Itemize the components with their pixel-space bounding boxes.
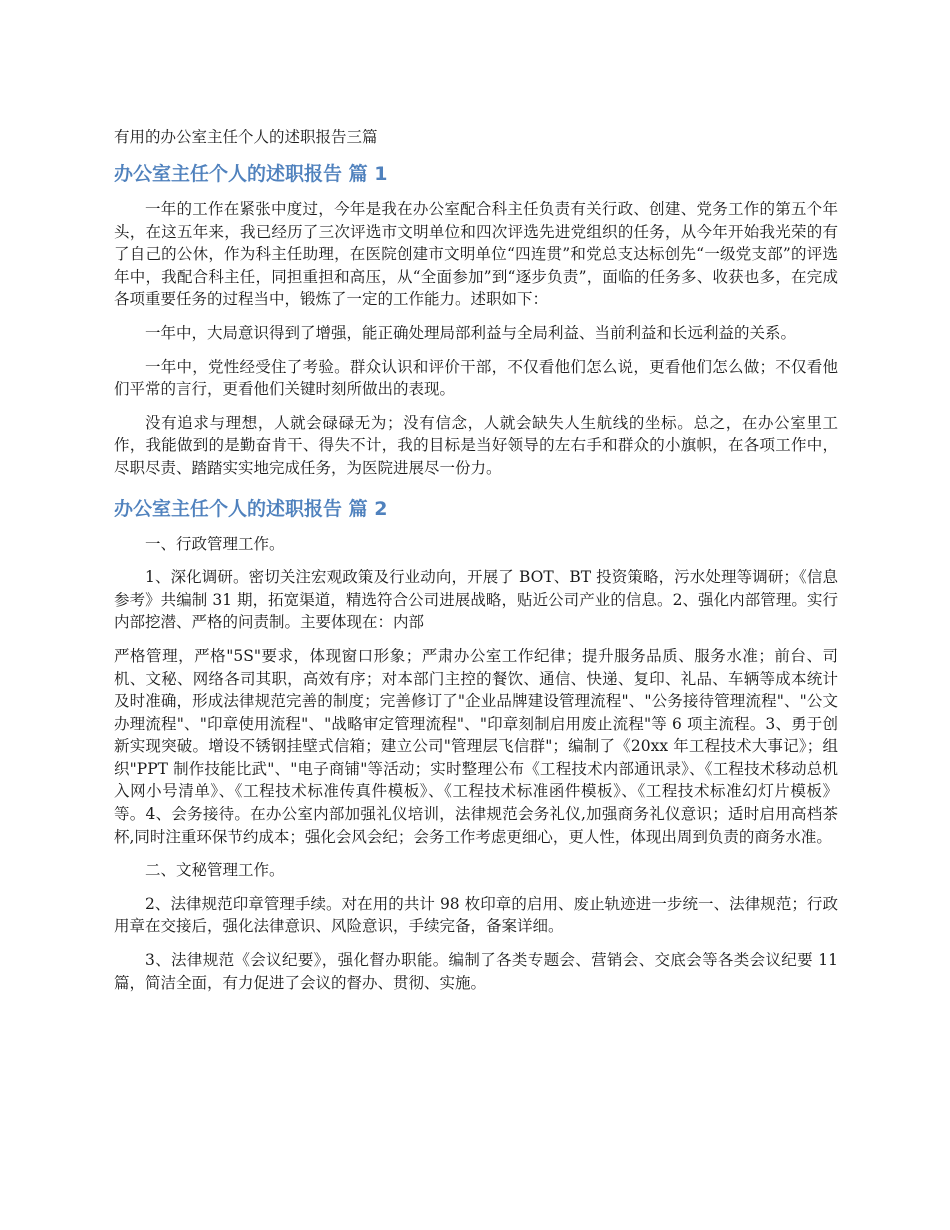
paragraph: 一年中，党性经受住了考验。群众认识和评价干部，不仅看他们怎么说，更看他们怎么做；不仅看他们平常的言行，更看他们关键时刻所做出的表现。: [114, 357, 838, 399]
paragraph: 一、行政管理工作。: [145, 534, 285, 553]
section-2: [114, 495, 838, 995]
paragraph: 二、文秘管理工作。: [145, 861, 285, 880]
paragraph: 没有追求与理想，人就会碌碌无为；没有信念，人就会缺失人生航线的坐标。总之，在办公室里工作，我能做到的是勤奋肯干、得失不计，我的目标是当好领导的左右手和群众的小旗帜，在各项工作中，尽职尽责、踏踏实实地完成任务，为医院进展尽一份力。: [114, 413, 838, 477]
section-heading-1: 办公室主任个人的述职报告 篇 1: [114, 163, 388, 185]
document-title: 有用的办公室主任个人的述职报告三篇: [114, 128, 378, 146]
paragraph: 2、法律规范印章管理手续。对在用的共计 98 枚印章的启用、废止轨迹进一步统一、法律规范；行政用章在交接后，强化法律意识、风险意识，手续完备，备案详细。: [114, 894, 838, 936]
paragraph: 一年中，大局意识得到了增强，能正确处理局部利益与全局利益、当前利益和长远利益的关系。: [145, 323, 797, 342]
paragraph: 3、法律规范《会议纪要》，强化督办职能。编制了各类专题会、营销会、交底会等各类会议纪要 11 篇，简洁全面，有力促进了会议的督办、贯彻、实施。: [114, 951, 838, 992]
document-page: [114, 124, 838, 1005]
paragraph: 严格管理，严格"5S"要求，体现窗口形象；严肃办公室工作纪律；提升服务品质、服务水准；前台、司机、文秘、网络各司其职，高效有序；对本部门主控的餐饮、通信、快递、复印、礼品、车辆等成本统计及时准确，形成法律规范完善的制度；完善修订了"企业品牌建设管理流程"、"公务接待管理流程"、"公文办理流程"、"印章使用流程"、"战略审定管理流程"、"印章刻制启用废止流程"等 6 项主流程。3、勇于创新实现突破。增设不锈钢挂壁式信箱；建立公司"管理层飞信群"；编制了《20xx 年工程技术大事记》；组织"PPT 制作技能比武"、"电子商铺"等活动；实时整理公布《工程技术内部通讯录》、《工程技术移动总机入网小号清单》、《工程技术标准传真件模板》、《工程技术标准函件模板》、《工程技术标准幻灯片模板》等。4、会务接待。在办公室内部加强礼仪培训，法律规范会务礼仪,加强商务礼仪意识；适时启用高档茶杯,同时注重环保节约成本；强化会风会纪；会务工作考虑更细心，更人性，体现出周到负责的商务水准。: [114, 646, 838, 846]
section-1: [114, 160, 838, 480]
section-heading-2: 办公室主任个人的述职报告 篇 2: [114, 497, 388, 520]
paragraph: 一年的工作在紧张中度过，今年是我在办公室配合科主任负责有关行政、创建、党务工作的第五个年头，在这五年来，我已经历了三次评选市文明单位和四次评选先进党组织的任务，从今年开始我光荣的有了自己的公休，作为科主任助理，在医院创建市文明单位“四连贯”和党总支达标创先“一级党支部”的评选年中，我配合科主任，同担重担和高压，从“全面参加”到“逐步负责”，面临的任务多、收获也多，在完成各项重要任务的过程当中，锻炼了一定的工作能力。述职如下：: [114, 200, 838, 309]
paragraph: 1、深化调研。密切关注宏观政策及行业动向，开展了 BOT、BT 投资策略，污水处理等调研；《信息参考》共编制 31 期，拓宽渠道，精选符合公司进展战略，贴近公司产业的信息。2、强化内部管理。实行内部挖潜、严格的问责制。主要体现在：内部: [114, 568, 838, 632]
